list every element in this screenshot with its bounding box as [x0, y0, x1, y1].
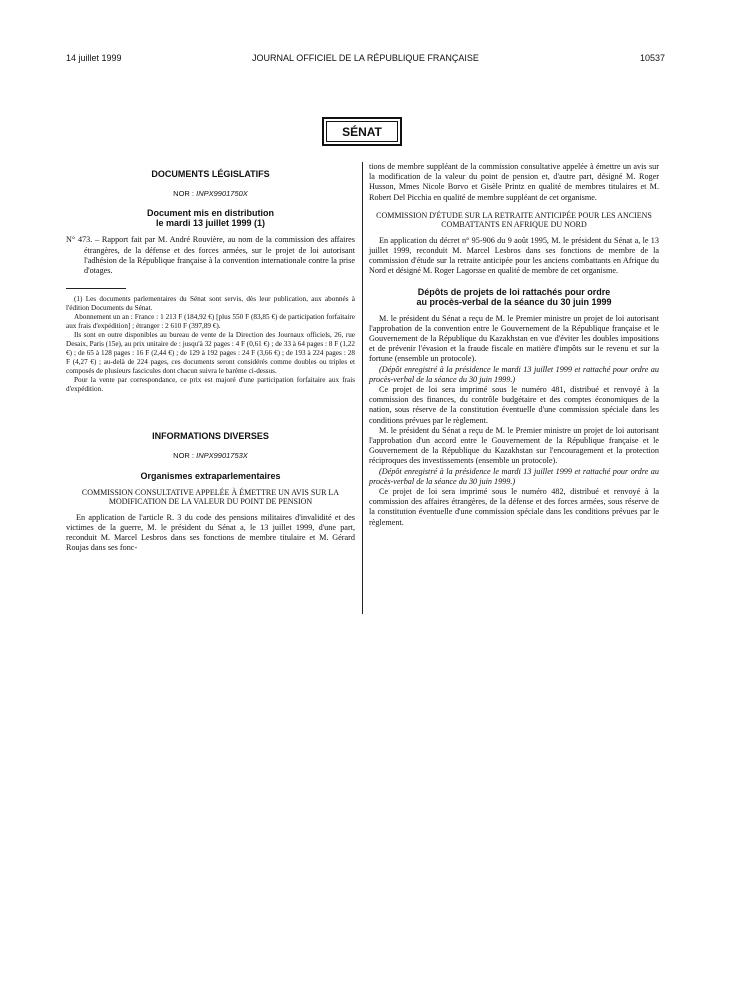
- left-column: [66, 162, 355, 553]
- header-date: 14 juillet 1999: [66, 53, 122, 63]
- nor-reference-2: [66, 451, 355, 461]
- footnotes: [66, 295, 355, 394]
- footnote-subscription: Abonnement un an : France : 1 213 F (184,92 €) [plus 550 F (83,85 €) de participation forfaitaire aux frais d'expédition] ; étranger : 2 610 F (397,89 €).: [66, 313, 355, 331]
- section-title-documents: DOCUMENTS LÉGISLATIFS: [151, 169, 270, 179]
- header-journal-title: JOURNAL OFFICIEL DE LA RÉPUBLIQUE FRANÇAISE: [252, 53, 479, 63]
- commission-heading-1: COMMISSION CONSULTATIVE APPELÉE À ÉMETTRE UN AVIS SUR LA MODIFICATION DE LA VALEUR DU POINT DE PENSION: [81, 487, 340, 507]
- paragraph-bill-482: M. le président du Sénat a reçu de M. le Premier ministre un projet de loi autorisant l'approbation d'un accord entre le Gouvernement de la République française et le Gouvernement de la République du Kazakhstan sur l'encouragement et la protection réciproques des investissements (ensemble un protocole).: [369, 425, 659, 466]
- footnote-rule: [66, 288, 126, 289]
- nor-code: INPX9901753X: [196, 451, 248, 461]
- nor-label: NOR :: [173, 189, 195, 199]
- senat-banner: [322, 117, 402, 146]
- paragraph-bill-481: M. le président du Sénat a reçu de M. le Premier ministre un projet de loi autorisant l'approbation de la convention entre le Gouvernement de la République française et le Gouvernement de la République du Kazakhstan en vue d'éviter les doubles impositions et de prévenir l'évasion et la fraude fiscale en matière d'impôts sur le revenu et sur la fortune (ensemble un protocole).: [369, 313, 659, 364]
- commission-heading-2: COMMISSION D'ÉTUDE SUR LA RETRAITE ANTICIPÉE POUR LES ANCIENS COMBATTANTS EN AFRIQUE DU NORD: [376, 210, 652, 230]
- distribution-title: [66, 208, 355, 228]
- depot-note-481: (Dépôt enregistré à la présidence le mardi 13 juillet 1999 et rattaché pour ordre au procès-verbal de la séance du 30 juin 1999.): [369, 364, 659, 384]
- depots-title-line-1: Dépôts de projets de loi rattachés pour ordre: [417, 286, 611, 297]
- paragraph-referral-481: Ce projet de loi sera imprimé sous le numéro 481, distribué et renvoyé à la commission des finances, du contrôle budgétaire et des comptes économiques de la nation, sous réserve de la constitution éventuelle d'une commission spéciale dans les conditions prévues par le règlement.: [369, 385, 659, 425]
- paragraph-referral-482: Ce projet de loi sera imprimé sous le numéro 482, distribué et renvoyé à la commission des affaires étrangères, de la défense et des forces armées, sous réserve de la constitution éventuelle d'une commission spéciale dans les conditions prévues par le règlement.: [369, 487, 659, 527]
- nor-code: INPX9901750X: [196, 189, 248, 199]
- footnote-prices: Ils sont en outre disponibles au bureau de vente de la Direction des Journaux officiels, 26, rue Desaix, Paris (15e), au prix unitaire de : jusqu'à 32 pages : 4 F (0,61 €) ; de 33 à 64 pages : 8 F (1,22 €) ; de 65 à 128 pages : 16 F (2,44 €) ; de 129 à 192 pages : 24 F (3,66 €) ; de 193 à 224 pages : 28 F (4,27 €) ; au-delà de 224 pages, ces documents seront considérés comme doubles ou triples et composés de plusieurs fascicules dont chacun suivra le barème ci-dessus.: [66, 331, 355, 376]
- depot-note-482: (Dépôt enregistré à la présidence le mardi 13 juillet 1999 et rattaché pour ordre au procès-verbal de la séance du 30 juin 1999.): [369, 466, 659, 486]
- depots-title: [369, 287, 659, 307]
- distribution-title-line-2: le mardi 13 juillet 1999 (1): [155, 218, 266, 229]
- paragraph-commission-1: En application de l'article R. 3 du code des pensions militaires d'invalidité et des victimes de la guerre, M. le président du Sénat a, le 13 juillet 1999, d'une part, reconduit M. Marcel Lesbros dans ses fonctions de membre titulaire et M. Gérard Roujas dans ses fonc-: [66, 512, 355, 553]
- nor-label: NOR :: [173, 451, 195, 461]
- depots-title-line-2: au procès-verbal de la séance du 30 juin 1999: [416, 296, 612, 307]
- right-column: [369, 162, 659, 528]
- section-title-informations: INFORMATIONS DIVERSES: [152, 431, 269, 442]
- organismes-title: Organismes extraparlementaires: [140, 470, 281, 481]
- footnote-mail-order: Pour la vente par correspondance, ce prix est majoré d'une participation forfaitaire aux frais d'expédition.: [66, 376, 355, 394]
- paragraph-continuation: tions de membre suppléant de la commission consultative appelée à émettre un avis sur la modification de la valeur du point de pension et, d'autre part, désigné M. Roger Husson, Mmes Nicole Borvo et Gisèle Printz en qualité de membres titulaires et M. Robert Del Picchia en qualité de membre suppléant de cet organisme.: [369, 162, 659, 202]
- document-item-473: N° 473. – Rapport fait par M. André Rouvière, au nom de la commission des affaires étrangères, de la défense et des forces armées, sur le projet de loi autorisant l'adhésion de la République française à la convention internationale contre la prise d'otages.: [66, 235, 355, 276]
- footnote-1: (1) Les documents parlementaires du Sénat sont servis, dès leur publication, aux abonnés à l'édition Documents du Sénat.: [66, 295, 355, 313]
- paragraph-commission-2: En application du décret n° 95-906 du 9 août 1995, M. le président du Sénat a, le 13 juillet 1999, reconduit M. Marcel Lesbros dans ses fonctions de membre de la commission d'étude sur la retraite anticipée pour les anciens combattants en Afrique du Nord et désigné M. Roger Lagorsse en qualité de membre de cet organisme.: [369, 235, 659, 276]
- nor-reference-1: [66, 189, 355, 199]
- column-divider: [362, 162, 363, 614]
- senat-banner-label: SÉNAT: [342, 124, 382, 139]
- distribution-title-line-1: Document mis en distribution: [146, 208, 274, 219]
- header-page-number: 10537: [639, 53, 665, 63]
